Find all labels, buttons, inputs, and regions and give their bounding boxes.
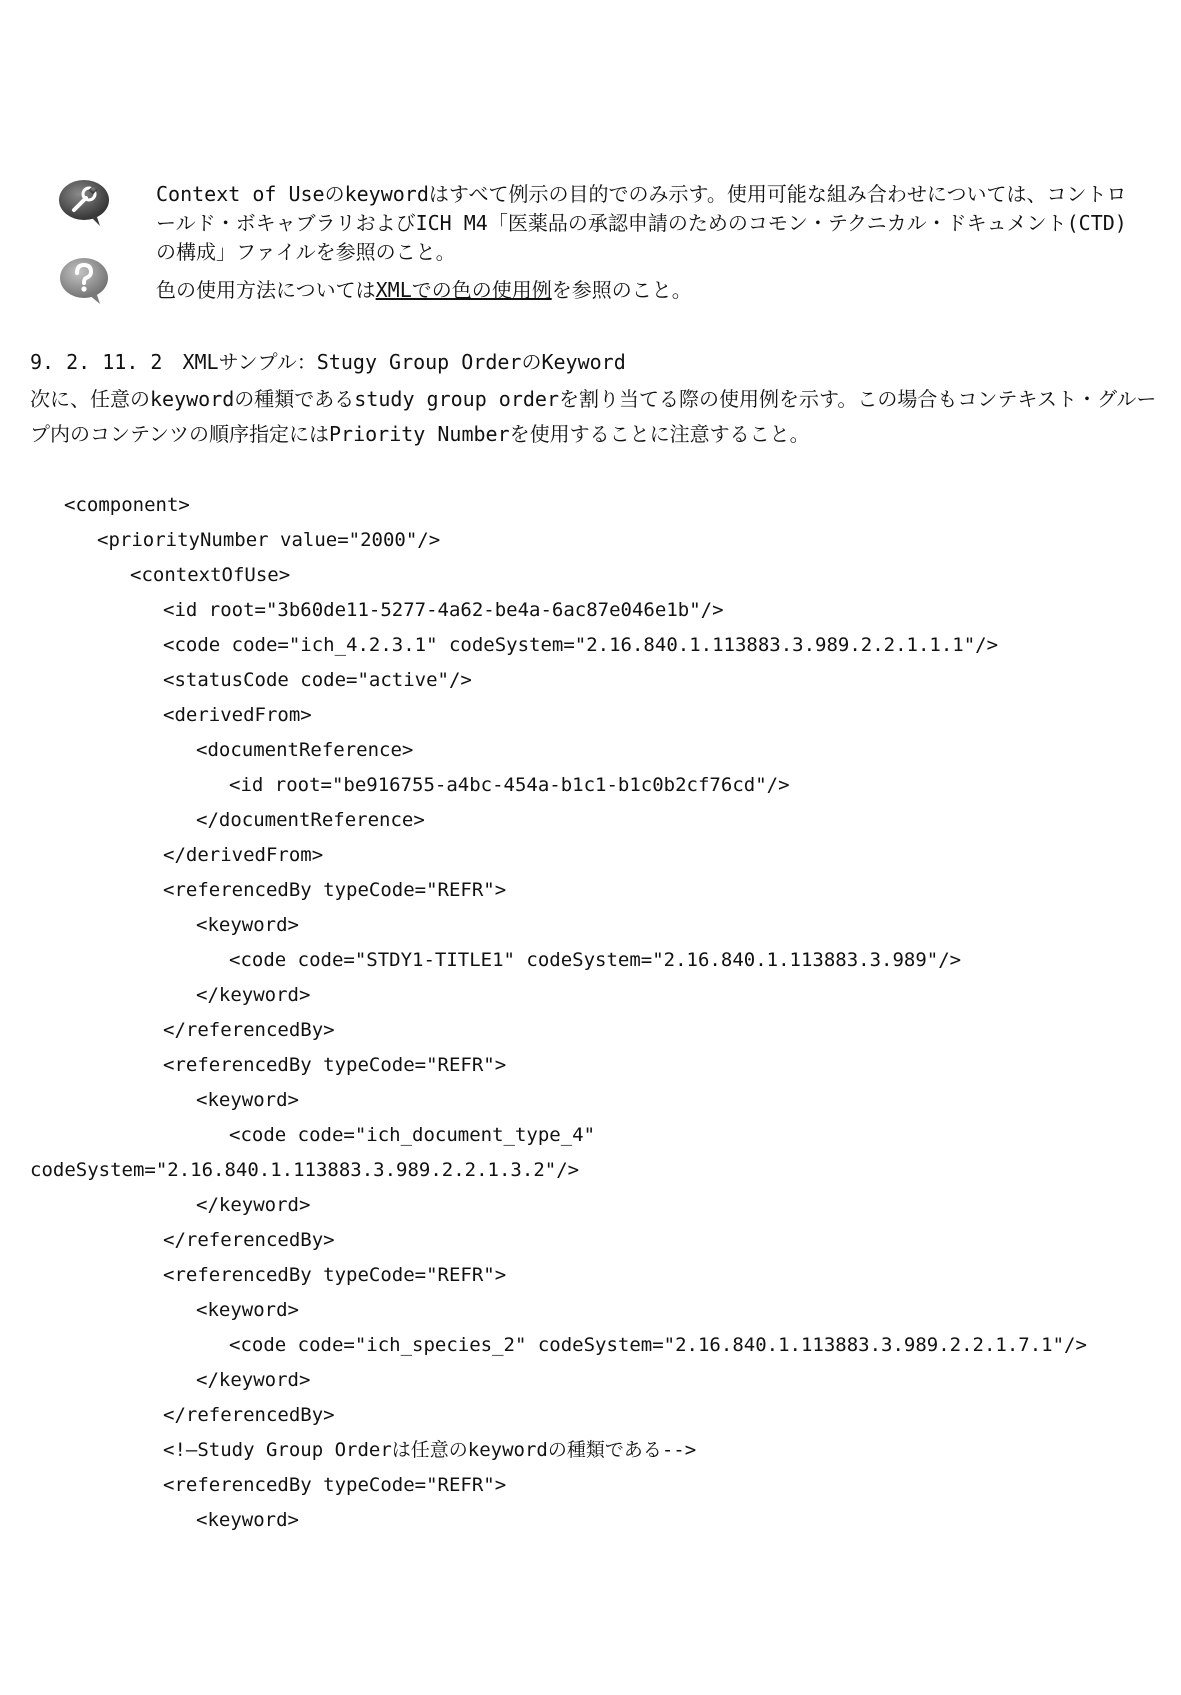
note-color-usage-suffix: を参照のこと。	[551, 278, 692, 302]
code-line: <keyword>	[196, 1299, 299, 1321]
code-line: <component>	[64, 494, 190, 516]
section-title: XMLサンプル：Stugy Group OrderのKeyword	[182, 350, 626, 374]
code-line: <derivedFrom>	[163, 704, 312, 726]
note-context-of-use-text: Context of Useのkeywordはすべて例示の目的でのみ示す。使用可能な組み合わせについては、コントロールド・ボキャブラリおよびICH M4「医薬品の承認申請のためのコモン・テクニカル・ドキュメント(CTD)の構成」ファイルを参照のこと。	[156, 182, 1127, 264]
code-line: <documentReference>	[196, 739, 414, 761]
code-line: <code code="ich_document_type_4"	[229, 1124, 596, 1146]
code-line: </derivedFrom>	[163, 844, 324, 866]
code-line: <!—Study Group Orderは任意のkeywordの種類である-->	[163, 1439, 697, 1461]
code-line: </keyword>	[196, 1194, 311, 1216]
code-line: <id root="3b60de11-5277-4a62-be4a-6ac87e046e1b"/>	[163, 599, 724, 621]
code-line: <keyword>	[196, 1089, 299, 1111]
note-color-usage	[156, 276, 1146, 305]
note-context-of-use	[156, 180, 1146, 267]
code-line: <keyword>	[196, 1509, 299, 1531]
wrench-speech-icon	[56, 178, 112, 228]
code-line: <contextOfUse>	[130, 564, 291, 586]
code-line: <referencedBy typeCode="REFR">	[163, 879, 507, 901]
code-line: <keyword>	[196, 914, 299, 936]
code-line: </documentReference>	[196, 809, 425, 831]
code-line: </keyword>	[196, 984, 311, 1006]
note-color-usage-text: 色の使用方法については	[156, 278, 376, 302]
code-line: </referencedBy>	[163, 1404, 335, 1426]
code-line: </referencedBy>	[163, 1229, 335, 1251]
xml-color-usage-link[interactable]: XMLでの色の使用例	[375, 278, 552, 302]
code-line: <code code="ich_species_2" codeSystem="2.16.840.1.113883.3.989.2.2.1.7.1"/>	[229, 1334, 1087, 1356]
code-line: <statusCode code="active"/>	[163, 669, 472, 691]
code-line: </keyword>	[196, 1369, 311, 1391]
code-line: <referencedBy typeCode="REFR">	[163, 1474, 507, 1496]
xml-code-sample	[30, 488, 1170, 1538]
section-number: 9. 2. 11. 2	[30, 350, 163, 374]
code-line: <code code="STDY1-TITLE1" codeSystem="2.16.840.1.113883.3.989"/>	[229, 949, 962, 971]
section-heading	[30, 348, 626, 376]
code-line: <code code="ich_4.2.3.1" codeSystem="2.16.840.1.113883.3.989.2.2.1.1.1"/>	[163, 634, 999, 656]
section-paragraph: 次に、任意のkeywordの種類であるstudy group orderを割り当てる際の使用例を示す。この場合もコンテキスト・グループ内のコンテンツの順序指定にはPriority Numberを使用することに注意すること。	[30, 387, 1157, 446]
code-line: <referencedBy typeCode="REFR">	[163, 1054, 507, 1076]
code-line: <id root="be916755-a4bc-454a-b1c1-b1c0b2cf76cd"/>	[229, 774, 790, 796]
code-line: </referencedBy>	[163, 1019, 335, 1041]
code-line: <priorityNumber value="2000"/>	[97, 529, 441, 551]
question-speech-icon	[56, 256, 112, 306]
code-line: <referencedBy typeCode="REFR">	[163, 1264, 507, 1286]
code-line: codeSystem="2.16.840.1.113883.3.989.2.2.1.3.2"/>	[30, 1159, 580, 1181]
